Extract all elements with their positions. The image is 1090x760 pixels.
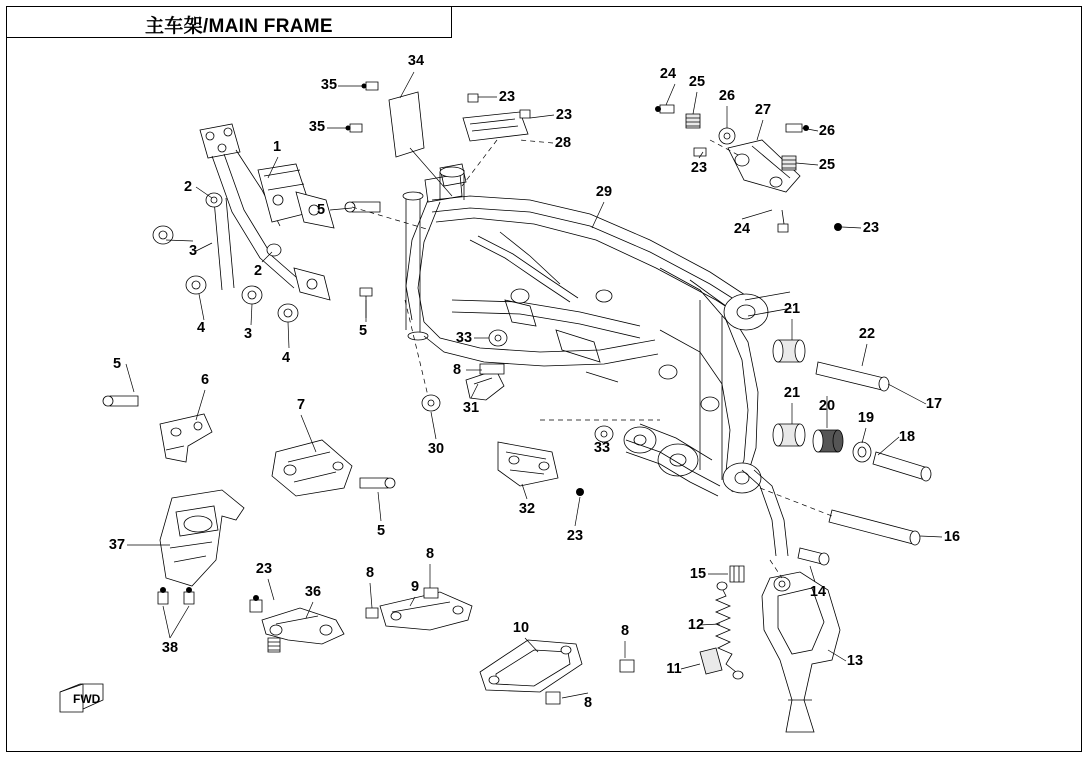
callout-4a: 4	[196, 319, 206, 336]
part-21-collars	[773, 319, 805, 446]
callout-3b: 3	[243, 325, 253, 342]
part-7-bracket	[272, 415, 352, 496]
callout-35a: 35	[320, 76, 338, 93]
callout-18: 18	[898, 428, 916, 445]
callout-8d: 8	[620, 622, 630, 639]
callout-25a: 25	[688, 73, 706, 90]
part-11-grip	[681, 648, 722, 674]
callout-23c: 23	[690, 159, 708, 176]
callout-27: 27	[754, 101, 772, 118]
callout-19: 19	[857, 409, 875, 426]
callout-6: 6	[200, 371, 210, 388]
callout-7: 7	[296, 396, 306, 413]
callout-9: 9	[410, 578, 420, 595]
callout-4b: 4	[281, 349, 291, 366]
callout-33a: 33	[455, 329, 473, 346]
part-15-pin	[708, 566, 744, 582]
callout-3a: 3	[188, 242, 198, 259]
callout-24a: 24	[659, 65, 677, 82]
part-6-bracket	[160, 390, 212, 462]
part-34-panel	[389, 72, 452, 196]
callout-32: 32	[518, 500, 536, 517]
callout-26b: 26	[818, 122, 836, 139]
callout-15: 15	[689, 565, 707, 582]
callout-8e: 8	[583, 694, 593, 711]
callout-36: 36	[304, 583, 322, 600]
callout-21a: 21	[783, 300, 801, 317]
callout-34: 34	[407, 52, 425, 69]
callout-28: 28	[554, 134, 572, 151]
callout-5c: 5	[112, 355, 122, 372]
callout-10: 10	[512, 619, 530, 636]
svg-text:FWD: FWD	[73, 692, 101, 706]
callout-2b: 2	[253, 262, 263, 279]
callout-23e: 23	[566, 527, 584, 544]
callout-20: 20	[818, 397, 836, 414]
callout-31: 31	[462, 399, 480, 416]
callout-23d: 23	[862, 219, 880, 236]
part-19-bushing	[853, 428, 871, 462]
callout-29: 29	[595, 183, 613, 200]
part-28-bracket	[462, 94, 554, 186]
callout-37: 37	[108, 536, 126, 553]
part-36-pedal	[250, 579, 344, 652]
callout-17: 17	[925, 395, 943, 412]
callout-8b: 8	[425, 545, 435, 562]
part-16-shaft	[760, 488, 942, 545]
callout-22: 22	[858, 325, 876, 342]
callout-33b: 33	[593, 439, 611, 456]
callout-26a: 26	[718, 87, 736, 104]
leader-29	[592, 202, 604, 228]
callout-8c: 8	[365, 564, 375, 581]
callout-14: 14	[809, 583, 827, 600]
callout-1: 1	[272, 138, 282, 155]
callout-24b: 24	[733, 220, 751, 237]
callout-23f: 23	[255, 560, 273, 577]
callout-30: 30	[427, 440, 445, 457]
fwd-marker-icon	[60, 684, 103, 712]
part-38-screws	[158, 587, 194, 638]
callout-23b: 23	[555, 106, 573, 123]
part-10-bracket	[480, 638, 634, 704]
callout-35b: 35	[308, 118, 326, 135]
callout-16: 16	[943, 528, 961, 545]
callout-5d: 5	[376, 522, 386, 539]
part-1-left-bracket	[200, 124, 334, 300]
part-22-shaft	[816, 344, 926, 404]
callout-8a: 8	[452, 361, 462, 378]
page-title: 主车架/MAIN FRAME	[145, 16, 333, 37]
part-5-bolts	[103, 202, 430, 521]
callout-21b: 21	[783, 384, 801, 401]
callout-13: 13	[846, 652, 864, 669]
callout-23a: 23	[498, 88, 516, 105]
callout-12: 12	[687, 616, 705, 633]
callout-25b: 25	[818, 156, 836, 173]
callout-2a: 2	[183, 178, 193, 195]
part-37-guard	[127, 490, 244, 586]
callout-11: 11	[666, 660, 682, 677]
callout-5a: 5	[316, 201, 326, 218]
part-13-side-stand	[762, 560, 846, 732]
callout-5b: 5	[358, 322, 368, 339]
callout-38: 38	[161, 639, 179, 656]
part-9-bracket	[366, 564, 472, 630]
